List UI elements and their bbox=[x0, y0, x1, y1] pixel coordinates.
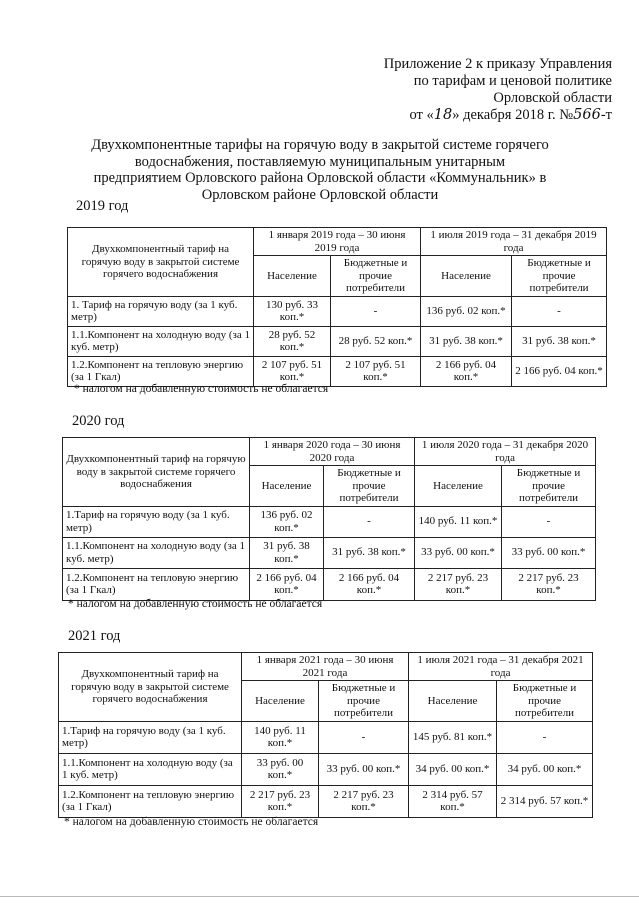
cell-value: - bbox=[324, 506, 415, 537]
cell-value: 140 руб. 11 коп.* bbox=[242, 721, 319, 753]
year-heading: 2021 год bbox=[68, 628, 121, 644]
page-divider bbox=[0, 896, 639, 897]
cell-value: 136 руб. 02 коп.* bbox=[250, 506, 324, 537]
cell-value: - bbox=[497, 721, 593, 753]
cell-value: 33 руб. 00 коп.* bbox=[502, 537, 596, 568]
cell-value: - bbox=[331, 296, 421, 326]
cell-value: 2 166 руб. 04 коп.* bbox=[250, 568, 324, 600]
cell-value: 2 166 руб. 04 коп.* bbox=[512, 356, 607, 386]
date-mid: » декабря 2018 г. № bbox=[452, 107, 574, 123]
vat-note: * налогом на добавленную стоимость не облагается bbox=[74, 383, 329, 395]
cell-value: - bbox=[319, 721, 409, 753]
cell-value: 28 руб. 52 коп.* bbox=[331, 326, 421, 356]
cell-value: 31 руб. 38 коп.* bbox=[324, 537, 415, 568]
cell-value: 136 руб. 02 коп.* bbox=[421, 296, 512, 326]
cell-value: 2 217 руб. 23 коп.* bbox=[319, 785, 409, 817]
date-prefix: от « bbox=[409, 107, 434, 123]
header-population: Население bbox=[409, 681, 497, 722]
cell-value: 140 руб. 11 коп.* bbox=[415, 506, 502, 537]
header-budget: Бюджетные и прочие потребители bbox=[319, 681, 409, 722]
header-population: Население bbox=[415, 466, 502, 507]
date-suffix: -т bbox=[600, 107, 612, 123]
cell-value: 2 314 руб. 57 коп.* bbox=[409, 785, 497, 817]
header-budget: Бюджетные и прочие потребители bbox=[502, 466, 596, 507]
header-population: Население bbox=[254, 256, 331, 297]
cell-value: 33 руб. 00 коп.* bbox=[415, 537, 502, 568]
row-label: 1.2.Компонент на тепловую энергию (за 1 Гкал) bbox=[59, 785, 242, 817]
tariff-table-2021 bbox=[58, 652, 593, 818]
appendix-date-line bbox=[330, 107, 612, 124]
cell-value: 31 руб. 38 коп.* bbox=[421, 326, 512, 356]
tariff-table-2020 bbox=[62, 437, 596, 601]
header-period1: 1 января 2019 года – 30 июня 2019 года bbox=[254, 228, 421, 256]
header-population: Население bbox=[242, 681, 319, 722]
row-label: 1.1.Компонент на холодную воду (за 1 куб. метр) bbox=[63, 537, 250, 568]
table-row bbox=[68, 356, 607, 386]
header-period2: 1 июля 2019 года – 31 декабря 2019 года bbox=[421, 228, 607, 256]
appendix-header bbox=[330, 56, 612, 124]
table-row bbox=[59, 753, 593, 785]
cell-value: 2 314 руб. 57 коп.* bbox=[497, 785, 593, 817]
cell-value: 2 107 руб. 51 коп.* bbox=[331, 356, 421, 386]
appendix-line: Приложение 2 к приказу Управления bbox=[383, 56, 612, 72]
header-population: Население bbox=[421, 256, 512, 297]
cell-value: 2 217 руб. 23 коп.* bbox=[242, 785, 319, 817]
header-period1: 1 января 2021 года – 30 июня 2021 года bbox=[242, 653, 409, 681]
row-label: 1.Тариф на горячую воду (за 1 куб. метр) bbox=[63, 506, 250, 537]
appendix-line: по тарифам и ценовой политике bbox=[413, 73, 612, 89]
cell-value: - bbox=[502, 506, 596, 537]
cell-value: 31 руб. 38 коп.* bbox=[512, 326, 607, 356]
header-budget: Бюджетные и прочие потребители bbox=[497, 681, 593, 722]
cell-value: 33 руб. 00 коп.* bbox=[319, 753, 409, 785]
header-tariff: Двухкомпонентный тариф на горячую воду в закрытой системе горячего водоснабжения bbox=[63, 438, 250, 507]
row-label: 1.2.Компонент на тепловую энергию (за 1 Гкал) bbox=[63, 568, 250, 600]
header-period2: 1 июля 2021 года – 31 декабря 2021 года bbox=[409, 653, 593, 681]
table-row bbox=[59, 785, 593, 817]
header-tariff: Двухкомпонентный тариф на горячую воду в закрытой системе горячего водоснабжения bbox=[59, 653, 242, 722]
row-label: 1. Тариф на горячую воду (за 1 куб. метр) bbox=[68, 296, 254, 326]
cell-value: 33 руб. 00 коп.* bbox=[242, 753, 319, 785]
date-day: 18 bbox=[433, 107, 453, 123]
cell-value: 145 руб. 81 коп.* bbox=[409, 721, 497, 753]
cell-value: 2 217 руб. 23 коп.* bbox=[502, 568, 596, 600]
cell-value: 2 217 руб. 23 коп.* bbox=[415, 568, 502, 600]
appendix-line: Орловской области bbox=[493, 90, 612, 106]
cell-value: 31 руб. 38 коп.* bbox=[250, 537, 324, 568]
row-label: 1.1.Компонент на холодную воду (за 1 куб. метр) bbox=[68, 326, 254, 356]
table-row bbox=[68, 296, 607, 326]
row-label: 1.1.Компонент на холодную воду (за 1 куб. метр) bbox=[59, 753, 242, 785]
tariff-table-2019 bbox=[67, 227, 607, 387]
header-budget: Бюджетные и прочие потребители bbox=[512, 256, 607, 297]
cell-value: - bbox=[512, 296, 607, 326]
cell-value: 2 107 руб. 51 коп.* bbox=[254, 356, 331, 386]
cell-value: 130 руб. 33 коп.* bbox=[254, 296, 331, 326]
header-budget: Бюджетные и прочие потребители bbox=[324, 466, 415, 507]
cell-value: 2 166 руб. 04 коп.* bbox=[324, 568, 415, 600]
cell-value: 28 руб. 52 коп.* bbox=[254, 326, 331, 356]
cell-value: 34 руб. 00 коп.* bbox=[497, 753, 593, 785]
row-label: 1.Тариф на горячую воду (за 1 куб. метр) bbox=[59, 721, 242, 753]
cell-value: 2 166 руб. 04 коп.* bbox=[421, 356, 512, 386]
table-row bbox=[63, 568, 596, 600]
cell-value: 34 руб. 00 коп.* bbox=[409, 753, 497, 785]
order-number: 566 bbox=[573, 107, 601, 123]
header-population: Население bbox=[250, 466, 324, 507]
year-heading: 2019 год bbox=[76, 198, 129, 214]
header-period1: 1 января 2020 года – 30 июня 2020 года bbox=[250, 438, 415, 466]
vat-note: * налогом на добавленную стоимость не облагается bbox=[68, 598, 323, 610]
header-period2: 1 июля 2020 года – 31 декабря 2020 года bbox=[415, 438, 596, 466]
row-label: 1.2.Компонент на тепловую энергию (за 1 Гкал) bbox=[68, 356, 254, 386]
year-heading: 2020 год bbox=[72, 413, 125, 429]
vat-note: * налогом на добавленную стоимость не облагается bbox=[64, 816, 319, 828]
table-row bbox=[68, 326, 607, 356]
table-row bbox=[63, 506, 596, 537]
table-row bbox=[63, 537, 596, 568]
header-tariff: Двухкомпонентный тариф на горячую воду в закрытой системе горячего водоснабжения bbox=[68, 228, 254, 297]
document-title: Двухкомпонентные тарифы на горячую воду в закрытой системе горячего водоснабжения, поставляемую муниципальным унитарным предприятием Орловского района Орловской области «Коммунальник» в Орловском районе Орловской области bbox=[91, 137, 549, 203]
header-budget: Бюджетные и прочие потребители bbox=[331, 256, 421, 297]
table-row bbox=[59, 721, 593, 753]
